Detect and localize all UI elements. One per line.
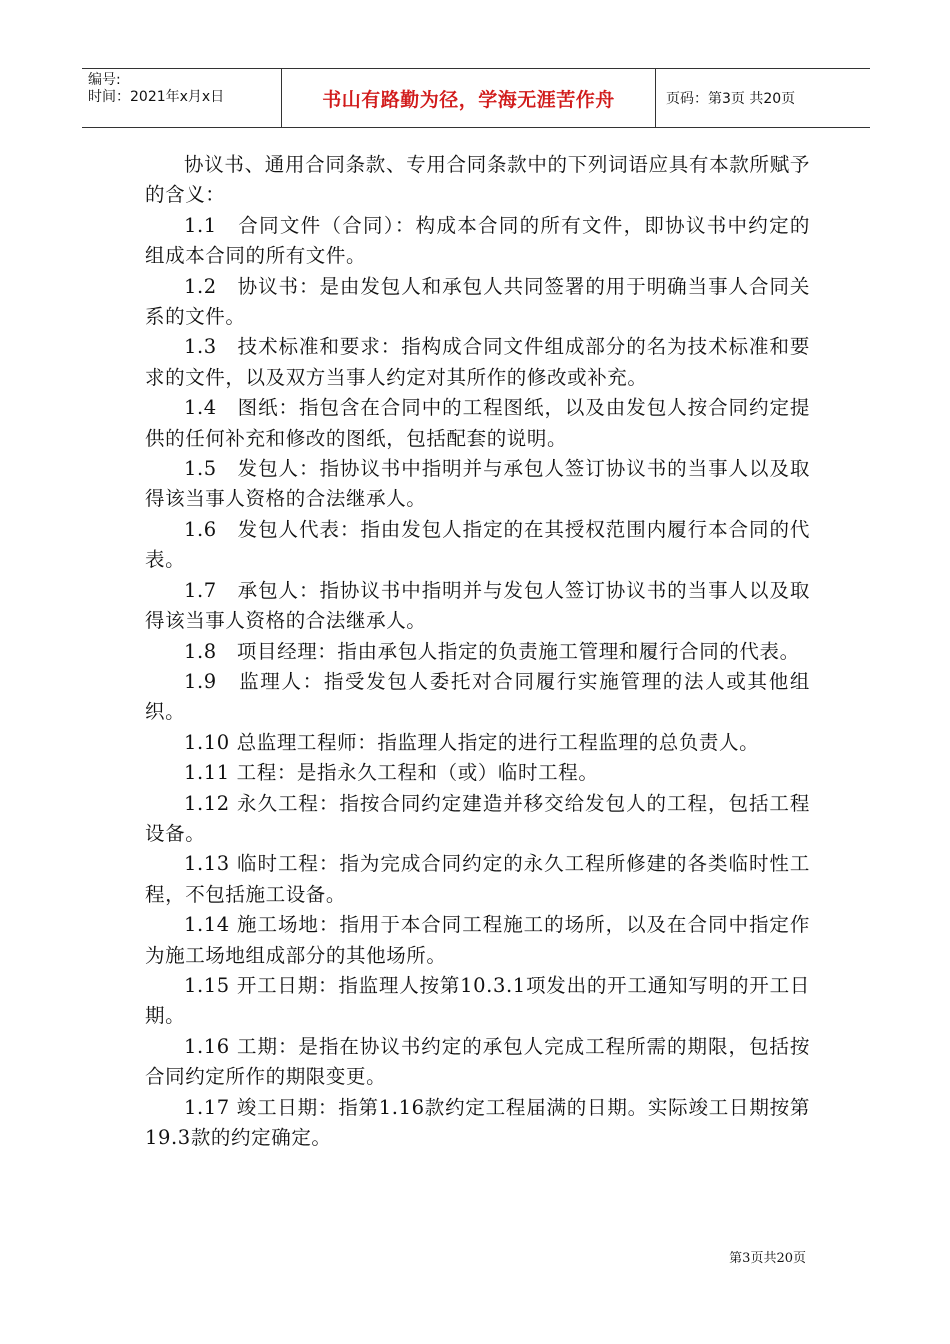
- header-meta-cell: [82, 69, 282, 127]
- clause-paragraph: 1.14 施工场地：指用于本合同工程施工的场所，以及在合同中指定作为施工场地组成部分的其他场所。: [145, 913, 810, 967]
- clause-paragraph: 1.16 工期：是指在协议书约定的承包人完成工程所需的期限，包括按合同约定所作的期限变更。: [145, 1034, 810, 1089]
- number-label: 编号:: [88, 72, 121, 88]
- clause-paragraph: 1.7 承包人：指协议书中指明并与发包人签订协议书的当事人以及取得该当事人资格的合法继承人。: [145, 578, 810, 633]
- clause-paragraph: 1.11 工程：是指永久工程和（或）临时工程。: [184, 761, 599, 785]
- page-footer: [729, 1247, 806, 1266]
- document-body: [145, 150, 810, 1153]
- clause-paragraph: 1.5 发包人：指协议书中指明并与承包人签订协议书的当事人以及取得该当事人资格的合法继承人。: [145, 457, 810, 511]
- footer-page-number: 第3页共20页: [729, 1251, 806, 1266]
- motto-text: 书山有路勤为径，学海无涯苦作舟: [322, 88, 615, 111]
- clause-paragraph: 1.17 竣工日期：指第1.16款约定工程届满的日期。实际竣工日期按第19.3款的约定确定。: [145, 1095, 810, 1149]
- clause-paragraph: 1.9 监理人：指受发包人委托对合同履行实施管理的法人或其他组织。: [145, 669, 810, 724]
- page-header: [82, 68, 870, 128]
- clause-paragraph: 1.2 协议书：是由发包人和承包人共同签署的用于明确当事人合同关系的文件。: [145, 274, 810, 329]
- clause-paragraph: 1.1 合同文件（合同）：构成本合同的所有文件，即协议书中约定的组成本合同的所有文件。: [145, 213, 810, 268]
- header-motto-cell: [282, 69, 656, 127]
- clause-paragraph: 1.13 临时工程：指为完成合同约定的永久工程所修建的各类临时性工程，不包括施工设备。: [145, 852, 810, 906]
- clause-paragraph: 1.12 永久工程：指按合同约定建造并移交给发包人的工程，包括工程设备。: [145, 791, 810, 845]
- clause-paragraph: 1.4 图纸：指包含在合同中的工程图纸，以及由发包人按合同约定提供的任何补充和修改的图纸，包括配套的说明。: [145, 396, 810, 450]
- clause-paragraph: 1.15 开工日期：指监理人按第10.3.1项发出的开工通知写明的开工日期。: [145, 973, 810, 1028]
- intro-paragraph: 协议书、通用合同条款、专用合同条款中的下列词语应具有本款所赋予的含义：: [145, 153, 810, 207]
- clause-paragraph: 1.3 技术标准和要求：指构成合同文件组成部分的名为技术标准和要求的文件，以及双方当事人约定对其所作的修改或补充。: [145, 335, 810, 389]
- clause-paragraph: 1.8 项目经理：指由承包人指定的负责施工管理和履行合同的代表。: [184, 639, 800, 663]
- clause-paragraph: 1.10 总监理工程师：指监理人指定的进行工程监理的总负责人。: [184, 730, 760, 754]
- header-page-cell: [656, 69, 870, 127]
- page-code: 页码：第3页 共20页: [666, 91, 796, 107]
- clause-paragraph: 1.6 发包人代表：指由发包人指定的在其授权范围内履行本合同的代表。: [145, 517, 810, 572]
- time-label: 时间：2021年x月x日: [88, 89, 225, 105]
